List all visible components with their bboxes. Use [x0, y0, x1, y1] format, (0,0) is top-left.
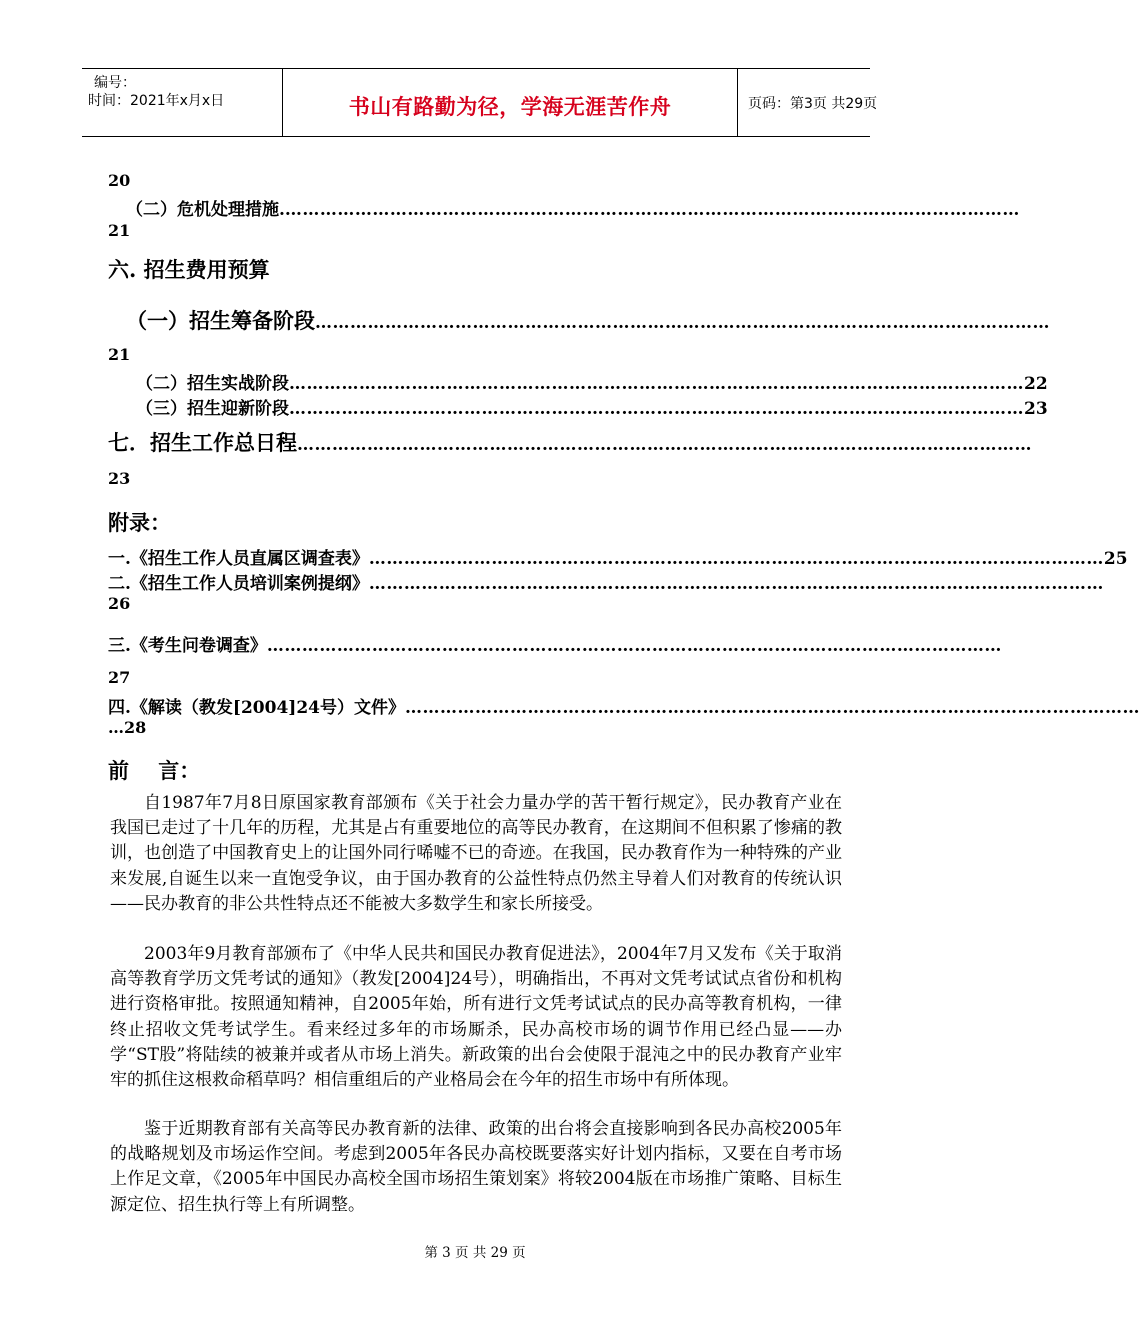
toc-leader-dots: ……………………………………………………………………………………………………………… — [297, 435, 1032, 455]
toc-entry-label: 二.《招生工作人员培训案例提纲》 — [108, 574, 369, 594]
toc-entry-label: 三.《考生问卷调查》 — [108, 636, 267, 656]
toc-entry-welcome-stage[interactable] — [136, 394, 1048, 419]
toc-entry-appendix-4[interactable] — [108, 693, 1140, 718]
toc-leader-dots: ……………………………………………………………………………………………………………… — [266, 636, 1002, 656]
header-meta — [82, 69, 282, 136]
toc-leader-dots: ……………………………………………………………………………………………………………… — [284, 200, 1020, 220]
toc-entry-label: （三）招生迎新阶段 — [136, 399, 289, 419]
toc-entry-page: 22 — [1024, 374, 1048, 394]
toc-entry-label: （二）招生实战阶段 — [136, 374, 289, 394]
page-footer: 第 3 页 共 29 页 — [424, 1245, 526, 1261]
preface-paragraph-2: 2003年9月教育部颁布了《中华人民共和国民办教育促进法》，2004年7月又发布《关于取消高等教育学历文凭考试的通知》（教发[2004]24号），明确指出，不再对文凭考试试点省份和机构进行资格审批。按照通知精神，自2005年始，所有进行文凭考试试点的民办高等教育机构，一律终止招收文凭考试学生。看来经过多年的市场厮杀，民办高校市场的调节作用已经凸显——办学“ST股”将陆续的被兼并或者从市场上消失。新政策的出台会使限于混沌之中的民办教育产业牢牢的抓住这根救命稻草吗？相信重组后的产业格局会在今年的招生市场中有所体现。 — [110, 944, 842, 1091]
toc-entry-label: 七．招生工作总日程 — [108, 430, 297, 455]
toc-appendix-heading: 附录： — [108, 510, 171, 535]
toc-page-number: 20 — [108, 171, 131, 190]
toc-entry-page: 23 — [1024, 399, 1048, 419]
toc-entry-battle-stage[interactable] — [136, 369, 1048, 394]
toc-entry-appendix-2[interactable] — [108, 569, 1104, 594]
toc-leader-dots: ……………………………………………………………………………………………………………… — [368, 574, 1104, 594]
preface-heading: 前 言： — [108, 758, 201, 783]
toc-leader-dots: ……………………………………………………………………………………………………………… — [289, 399, 1024, 419]
toc-page-number: 21 — [108, 221, 131, 240]
toc-entry-label: （一）招生筹备阶段 — [126, 308, 315, 333]
toc-entry-label: 四.《解读（教发[2004]24号）文件》 — [108, 698, 405, 718]
toc-leader-dots: ……………………………………………………………………………………………………………… — [315, 313, 1050, 333]
toc-page-number: …28 — [108, 718, 147, 737]
header-motto-cell — [282, 69, 738, 136]
toc-entry-label: 一.《招生工作人员直属区调查表》 — [108, 549, 369, 569]
toc-section-7-heading[interactable] — [108, 427, 1032, 457]
document-number-label: 编号： — [94, 75, 136, 91]
toc-page-number: 26 — [108, 594, 131, 613]
toc-entry-appendix-3[interactable] — [108, 631, 1002, 656]
toc-leader-dots: ……………………………………………………………………………………………………………… — [289, 374, 1024, 394]
document-time-label: 时间：2021年x月x日 — [88, 93, 225, 109]
preface-paragraph-3: 鉴于近期教育部有关高等民办教育新的法律、政策的出台将会直接影响到各民办高校2005年的战略规划及市场运作空间。考虑到2005年各民办高校既要落实好计划内指标，又要在自考市场上作足文章，《2005年中国民办高校全国市场招生策划案》将较2004版在市场推广策略、目标生源定位、招生执行等上有所调整。 — [110, 1119, 842, 1215]
preface-paragraph-1: 自1987年7月8日原国家教育部颁布《关于社会力量办学的苦干暂行规定》，民办教育产业在我国已走过了十几年的历程，尤其是占有重要地位的高等民办教育，在这期间不但积累了惨痛的教训，也创造了中国教育史上的让国外同行唏嘘不已的奇迹。在我国，民办教育作为一种特殊的产业来发展,自诞生以来一直饱受争议，由于国办教育的公益性特点仍然主导着人们对教育的传统认识——民办教育的非公共性特点还不能被大多数学生和家长所接受。 — [110, 793, 842, 914]
toc-page-number: 21 — [108, 345, 131, 364]
toc-entry-prep-stage[interactable] — [126, 305, 1050, 335]
toc-page-number: 23 — [108, 469, 131, 488]
toc-page-number: 27 — [108, 668, 131, 687]
toc-entry-page: 25 — [1103, 549, 1128, 569]
toc-entry-crisis-measures[interactable] — [126, 195, 1020, 220]
page-header — [82, 68, 878, 137]
toc-entry-label: （二）危机处理措施. — [126, 200, 285, 220]
toc-entry-appendix-1[interactable] — [108, 544, 1128, 569]
toc-section-6-heading[interactable]: 六. 招生费用预算 — [108, 257, 270, 282]
toc-leader-dots: ……………………………………………………………………………………………………………… — [404, 698, 1140, 718]
toc-leader-dots: ……………………………………………………………………………………………………………… — [368, 549, 1104, 569]
header-motto: 书山有路勤为径，学海无涯苦作舟 — [348, 95, 672, 119]
header-page-cell — [738, 69, 878, 136]
header-page-info: 页码：第3页 共29页 — [748, 96, 878, 112]
